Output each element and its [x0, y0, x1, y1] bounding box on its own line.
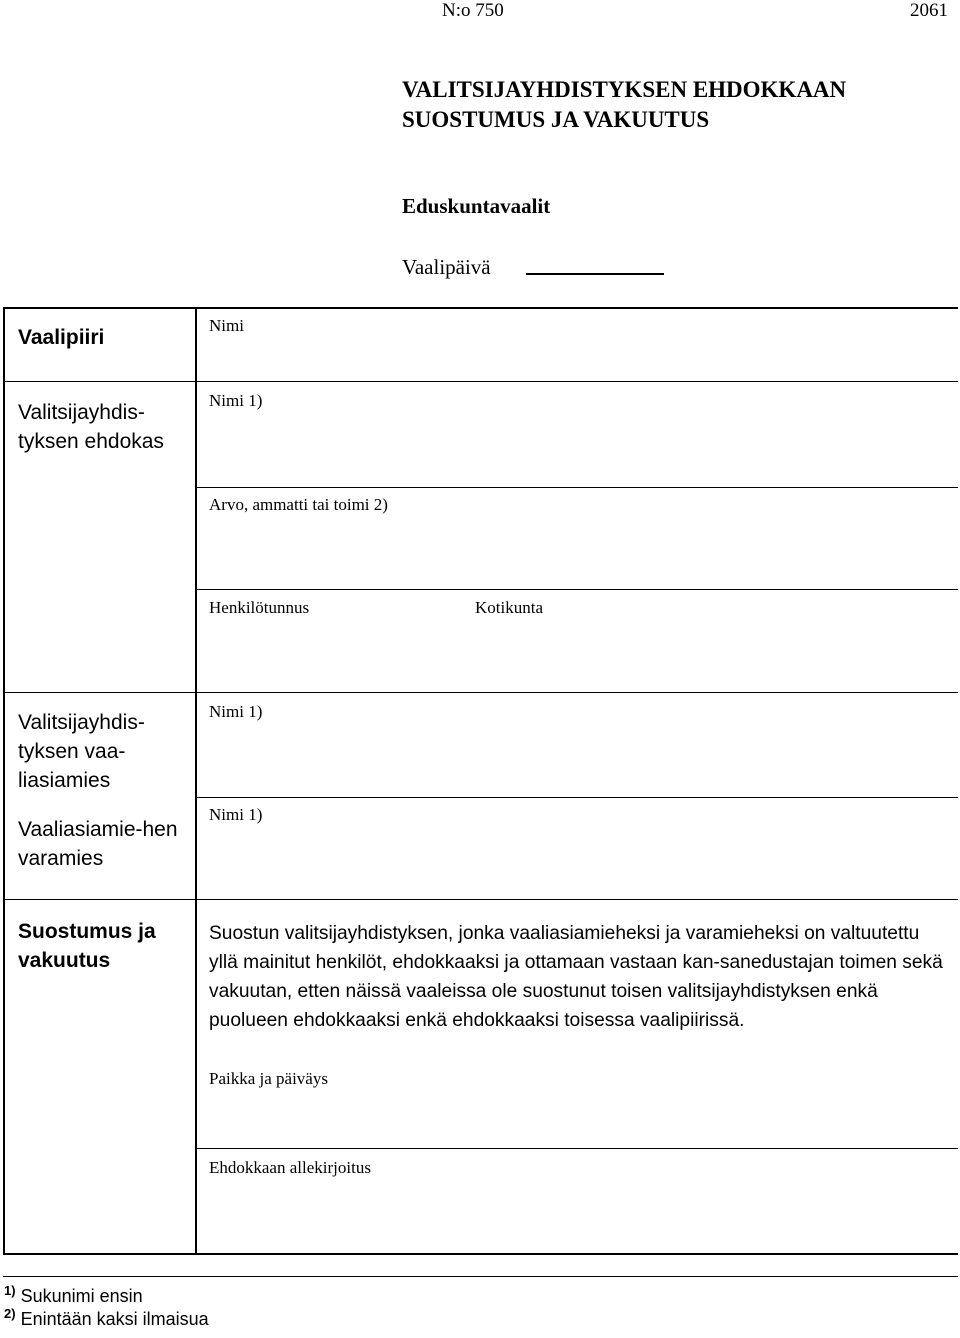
field-divider-name: [197, 487, 958, 488]
consent-text: Suostun valitsijayhdistyksen, jonka vaaliasiamieheksi ja varamieheksi on valtuutettu yllä mainitut henkilöt, ehdokkaaksi ja ottamaan vastaan kan-sanedustajan toimen sekä vakuutan, etten näissä vaaleissa ole suostunut toisen valitsijayhdistyksen enkä puolueen ehdokkaaksi enkä ehdokkaaksi toisessa vaalipiirissä.: [209, 923, 943, 1031]
field-divider-title: [197, 589, 958, 590]
subtitle: Eduskuntavaalit: [402, 194, 551, 218]
form-left-border: [3, 307, 5, 1255]
footnote-1-text: Sukunimi ensin: [20, 1286, 143, 1306]
row-divider-candidate: [3, 692, 958, 693]
district-name-field[interactable]: Nimi: [209, 316, 244, 335]
footnote-1-mark: 1): [4, 1283, 16, 1298]
row-divider-deputy: [3, 899, 958, 900]
title-line-2: SUOSTUMUS JA VAKUUTUS: [402, 107, 710, 132]
candidate-id-field[interactable]: Henkilötunnus: [209, 598, 310, 617]
form-bottom-border: [3, 1253, 958, 1255]
field-divider-place-date: [197, 1148, 958, 1149]
agent-name-field[interactable]: Nimi 1): [209, 702, 263, 721]
agent-label: Valitsijayhdis-tyksen vaa-liasiamies: [18, 711, 145, 792]
footnote-2: [4, 1306, 209, 1330]
consent-label: Suostumus ja vakuutus: [18, 920, 156, 972]
form-column-divider: [195, 307, 197, 1255]
field-divider-agent: [197, 797, 958, 798]
footnote-2-mark: 2): [4, 1306, 16, 1321]
title-line-1: VALITSIJAYHDISTYKSEN EHDOKKAAN: [402, 77, 847, 102]
place-date-field[interactable]: Paikka ja päiväys: [209, 1069, 328, 1088]
deputy-name-field[interactable]: Nimi 1): [209, 805, 263, 824]
footnote-1: [4, 1283, 143, 1307]
document-number: N:o 750: [442, 0, 504, 21]
candidate-title-field[interactable]: Arvo, ammatti tai toimi 2): [209, 495, 388, 514]
form-top-border: [3, 307, 958, 309]
election-day-label: Vaalipäivä: [402, 255, 491, 279]
signature-field[interactable]: Ehdokkaan allekirjoitus: [209, 1158, 371, 1177]
district-label: Vaalipiiri: [18, 326, 105, 349]
row-divider-district: [3, 381, 958, 382]
candidate-municipality-field[interactable]: Kotikunta: [475, 598, 543, 617]
deputy-label: Vaaliasiamie-hen varamies: [18, 818, 178, 870]
election-day-blank[interactable]: [526, 273, 664, 275]
footnote-divider: [3, 1276, 958, 1277]
candidate-name-field[interactable]: Nimi 1): [209, 391, 263, 410]
page-number: 2061: [910, 0, 948, 21]
footnote-2-text: Enintään kaksi ilmaisua: [20, 1309, 209, 1329]
candidate-label: Valitsijayhdis-tyksen ehdokas: [18, 401, 164, 453]
